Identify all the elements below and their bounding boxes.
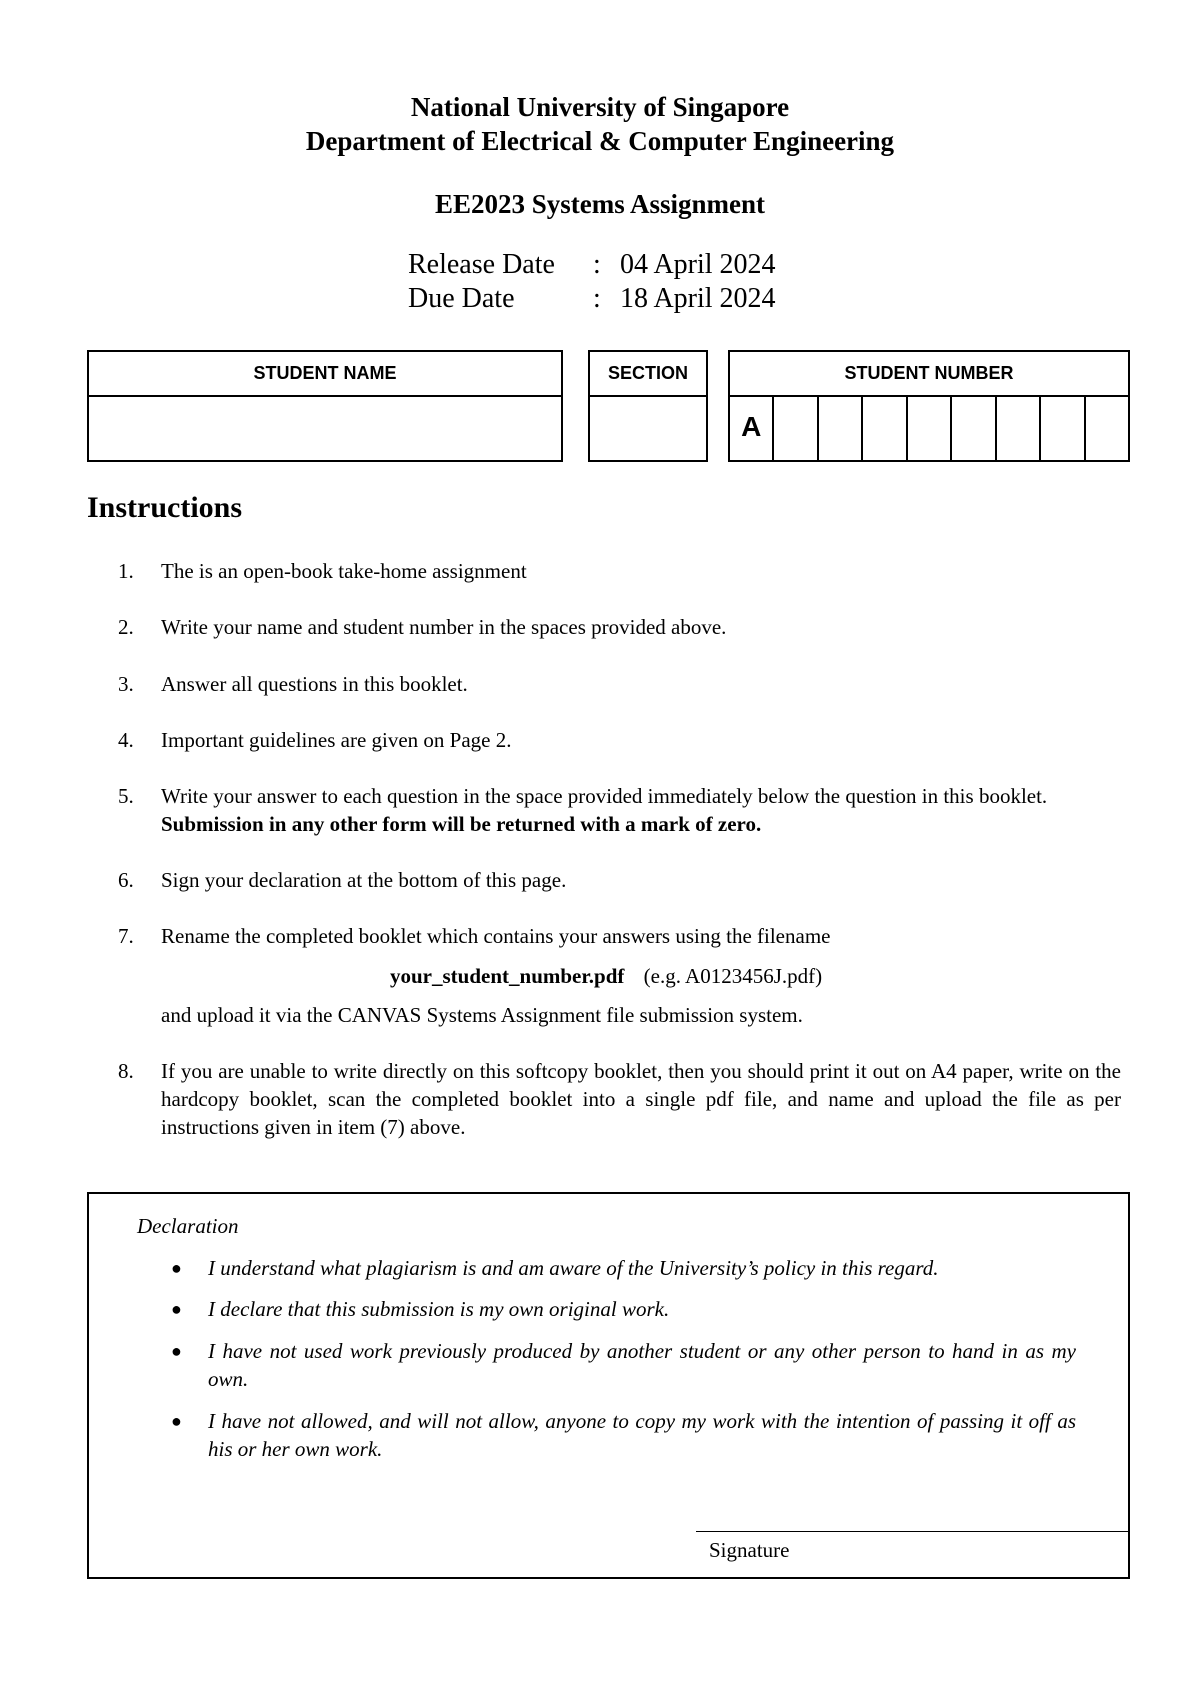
department-name: Department of Electrical & Computer Engineering <box>305 126 895 156</box>
filename-example <box>390 962 822 990</box>
university-name: National University of Singapore <box>410 92 790 122</box>
bullet-icon: ● <box>171 1341 182 1361</box>
instruction-number: 5. <box>118 784 134 808</box>
bullet-icon: ● <box>171 1258 182 1278</box>
student-number-cell[interactable] <box>1041 397 1085 460</box>
declaration-text: I understand what plagiarism is and am aware of the University’s policy in this regard. <box>208 1256 939 1280</box>
signature-line[interactable] <box>696 1531 1128 1532</box>
instructions-heading: Instructions <box>87 491 243 524</box>
instruction-text: Write your answer to each question in the space provided immediately below the question in this booklet. <box>161 784 1048 808</box>
section-field[interactable] <box>590 397 706 460</box>
instruction-text: Sign your declaration at the bottom of this page. <box>161 868 567 892</box>
instruction-text: Answer all questions in this booklet. <box>161 672 468 696</box>
student-number-cell[interactable] <box>1086 397 1128 460</box>
due-date-label: Due Date <box>408 283 515 314</box>
student-number-cell[interactable]: A <box>730 397 774 460</box>
student-number-cells <box>730 397 1128 460</box>
filename-example-text: (e.g. A0123456J.pdf) <box>643 964 823 988</box>
section-label: SECTION <box>590 352 706 397</box>
instruction-number: 2. <box>118 615 134 639</box>
instruction-number: 1. <box>118 559 134 583</box>
student-number-cell[interactable] <box>819 397 863 460</box>
due-date-value: 18 April 2024 <box>620 283 776 314</box>
student-number-label: STUDENT NUMBER <box>730 352 1128 397</box>
instruction-text: Write your name and student number in the spaces provided above. <box>161 615 727 639</box>
section-box <box>588 350 708 462</box>
student-name-box <box>87 350 563 462</box>
instruction-number: 8. <box>118 1059 134 1083</box>
instruction-number: 3. <box>118 672 134 696</box>
instruction-number: 7. <box>118 924 134 948</box>
dates-block <box>408 248 776 316</box>
declaration-text: I have not allowed, and will not allow, anyone to copy my work with the intention of passing it off as his or her own work. <box>208 1409 1076 1461</box>
bullet-icon: ● <box>171 1299 182 1319</box>
release-date-label: Release Date <box>408 249 555 280</box>
instruction-text: Important guidelines are given on Page 2. <box>161 728 512 752</box>
release-date-colon: : <box>593 249 601 280</box>
instruction-text: The is an open-book take-home assignment <box>161 559 527 583</box>
student-number-cell[interactable] <box>774 397 818 460</box>
bullet-icon: ● <box>171 1411 182 1431</box>
instruction-number: 4. <box>118 728 134 752</box>
instruction-text-block <box>161 782 1121 838</box>
signature-label: Signature <box>709 1538 790 1562</box>
declaration-text: I have not used work previously produced by another student or any other person to hand in as my own. <box>208 1339 1076 1391</box>
instruction-text: Rename the completed booklet which contains your answers using the filename <box>161 924 831 948</box>
due-date-row <box>408 282 776 316</box>
student-number-cell[interactable] <box>952 397 996 460</box>
assignment-title: EE2023 Systems Assignment <box>434 189 766 219</box>
instruction-number: 6. <box>118 868 134 892</box>
upload-instruction: and upload it via the CANVAS Systems Assignment file submission system. <box>161 1003 803 1027</box>
student-name-field[interactable] <box>89 397 561 460</box>
instruction-warning: Submission in any other form will be returned with a mark of zero. <box>161 812 762 836</box>
student-number-cell[interactable] <box>863 397 907 460</box>
release-date-row <box>408 248 776 282</box>
declaration-text: I declare that this submission is my own original work. <box>208 1297 670 1321</box>
release-date-value: 04 April 2024 <box>620 249 776 280</box>
student-number-box <box>728 350 1130 462</box>
student-name-label: STUDENT NAME <box>89 352 561 397</box>
student-number-cell[interactable] <box>908 397 952 460</box>
declaration-title: Declaration <box>137 1214 239 1238</box>
student-number-cell[interactable] <box>997 397 1041 460</box>
due-date-colon: : <box>593 283 601 314</box>
filename-template: your_student_number.pdf <box>390 964 625 988</box>
declaration-box <box>87 1192 1130 1579</box>
instruction-text: If you are unable to write directly on this softcopy booklet, then you should print it out on A4 paper, write on the hardcopy booklet, scan the completed booklet into a single pdf file, and name and upload the file as per instructions given in item (7) above. <box>161 1059 1121 1139</box>
